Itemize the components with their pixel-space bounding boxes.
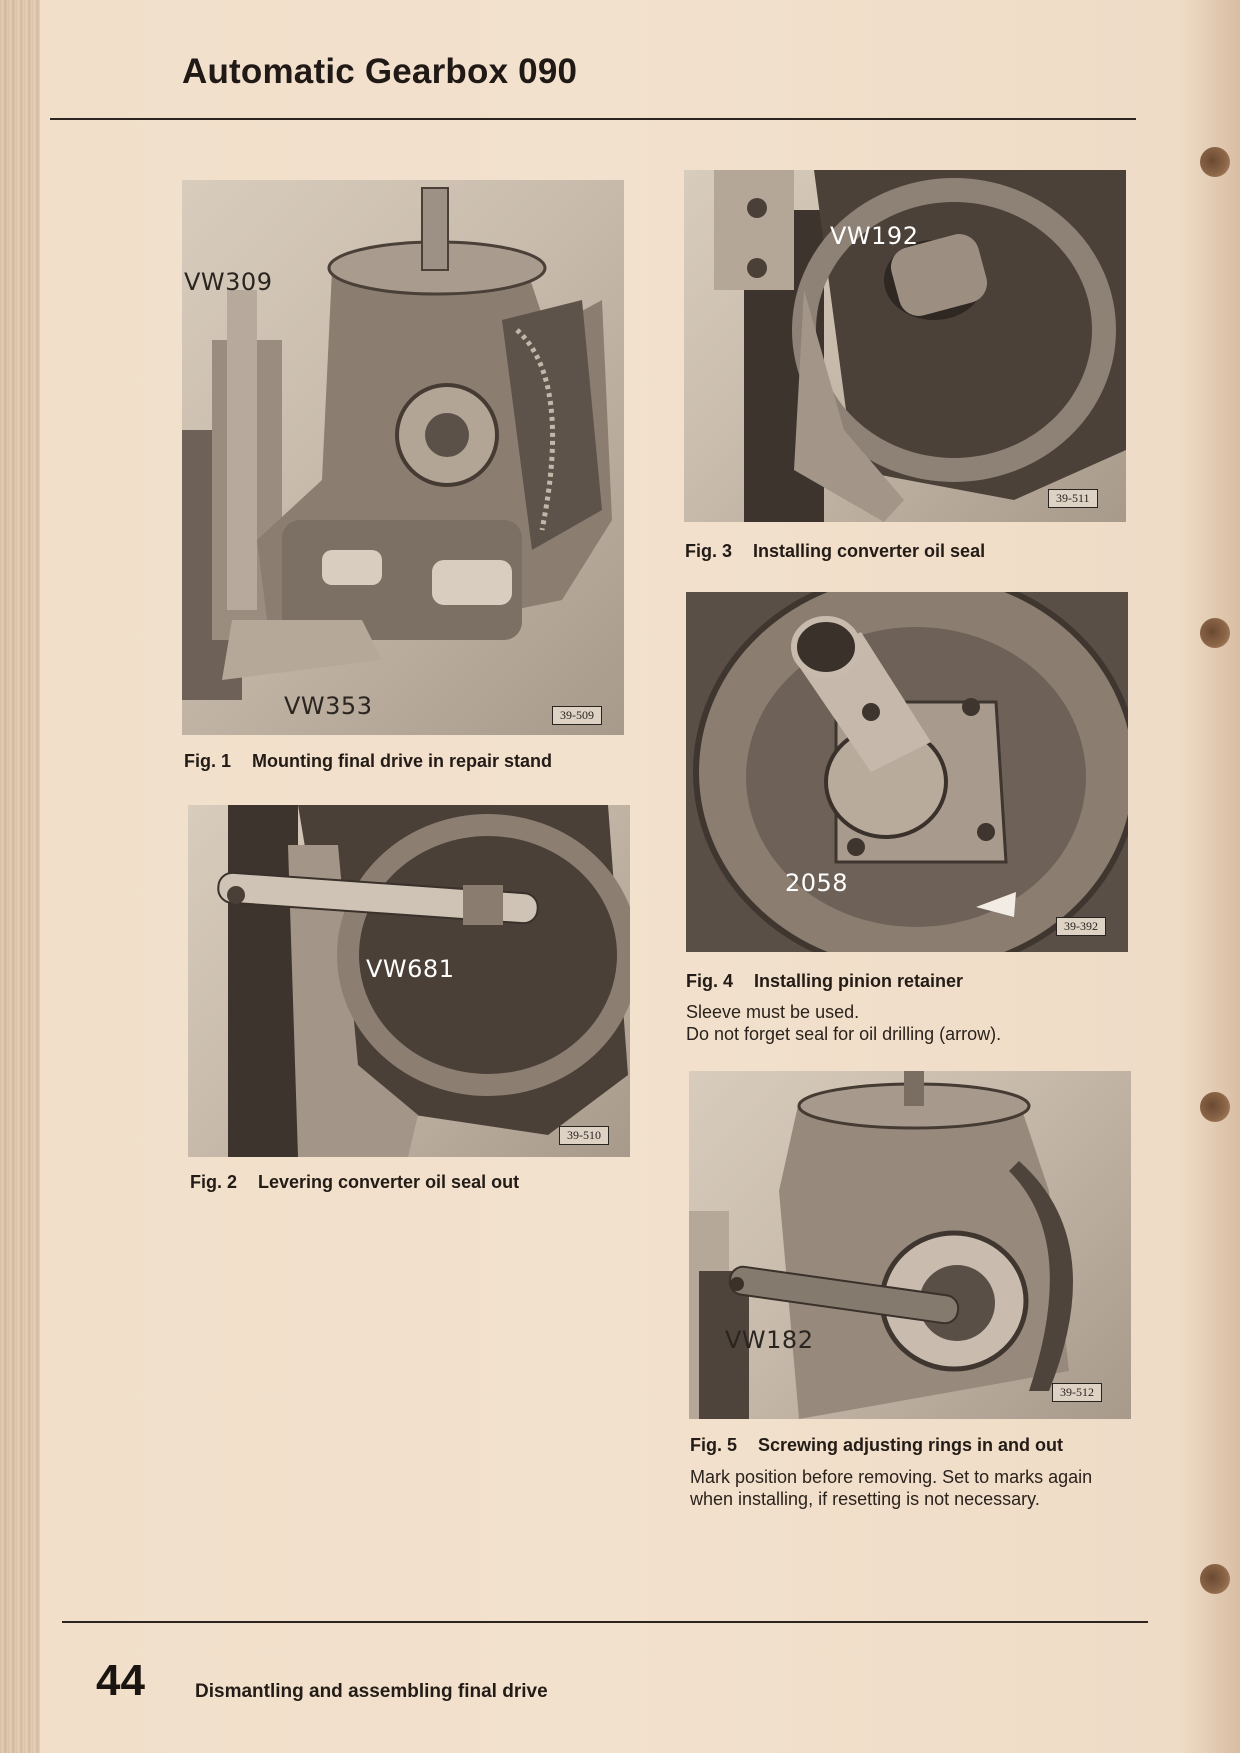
photo-code: 39-509 <box>552 706 602 725</box>
figure-label: Fig. 1 <box>184 751 232 771</box>
callout-vw192: VW192 <box>830 222 919 250</box>
note-line: when installing, if resetting is not necessary. <box>690 1489 1040 1509</box>
binder-hole <box>1200 147 1230 177</box>
caption-text: Screwing adjusting rings in and out <box>758 1435 1064 1455</box>
caption-text: Mounting final drive in repair stand <box>252 751 553 771</box>
page-edge-stack <box>0 0 40 1753</box>
fig2-caption <box>190 1172 519 1193</box>
callout-vw182: VW182 <box>725 1326 814 1354</box>
callout-vw681: VW681 <box>366 955 455 983</box>
photo-code: 39-392 <box>1056 917 1106 936</box>
page-number: 44 <box>96 1656 145 1705</box>
caption-text: Installing pinion retainer <box>754 971 964 991</box>
caption-text: Levering converter oil seal out <box>258 1172 520 1192</box>
figure-label: Fig. 2 <box>190 1172 238 1192</box>
figure-label: Fig. 5 <box>690 1435 738 1455</box>
binder-hole <box>1200 618 1230 648</box>
fig1-caption <box>184 751 552 772</box>
page-header-title: Automatic Gearbox 090 <box>182 52 578 91</box>
callout-vw309: VW309 <box>184 268 273 296</box>
adjusting-ring-illustration <box>689 1071 1131 1419</box>
fig4-caption <box>686 971 963 992</box>
binder-hole <box>1200 1092 1230 1122</box>
fig3-photo <box>684 170 1126 522</box>
photo-code: 39-511 <box>1048 489 1098 508</box>
footer-section-title: Dismantling and assembling final drive <box>195 1681 548 1702</box>
photo-code: 39-512 <box>1052 1383 1102 1402</box>
fig5-notes <box>690 1466 1092 1510</box>
figure-label: Fig. 4 <box>686 971 734 991</box>
binder-hole <box>1200 1564 1230 1594</box>
fig4-photo <box>686 592 1128 952</box>
fig5-photo <box>689 1071 1131 1419</box>
figure-label: Fig. 3 <box>685 541 733 561</box>
note-line: Do not forget seal for oil drilling (arrow). <box>686 1024 1002 1044</box>
fig4-notes <box>686 1001 1001 1045</box>
footer-rule <box>62 1621 1148 1623</box>
note-line: Mark position before removing. Set to marks again <box>690 1467 1093 1487</box>
fig1-photo <box>182 180 624 735</box>
final-drive-stand-illustration <box>182 180 624 735</box>
callout-vw353: VW353 <box>284 692 373 720</box>
fig2-photo <box>188 805 630 1157</box>
fig3-caption <box>685 541 985 562</box>
photo-code: 39-510 <box>559 1126 609 1145</box>
fig5-caption <box>690 1435 1063 1456</box>
caption-text: Installing converter oil seal <box>753 541 986 561</box>
note-line: Sleeve must be used. <box>686 1002 860 1022</box>
header-rule <box>50 118 1136 120</box>
callout-2058: 2058 <box>785 869 849 897</box>
pinion-retainer-illustration <box>686 592 1128 952</box>
